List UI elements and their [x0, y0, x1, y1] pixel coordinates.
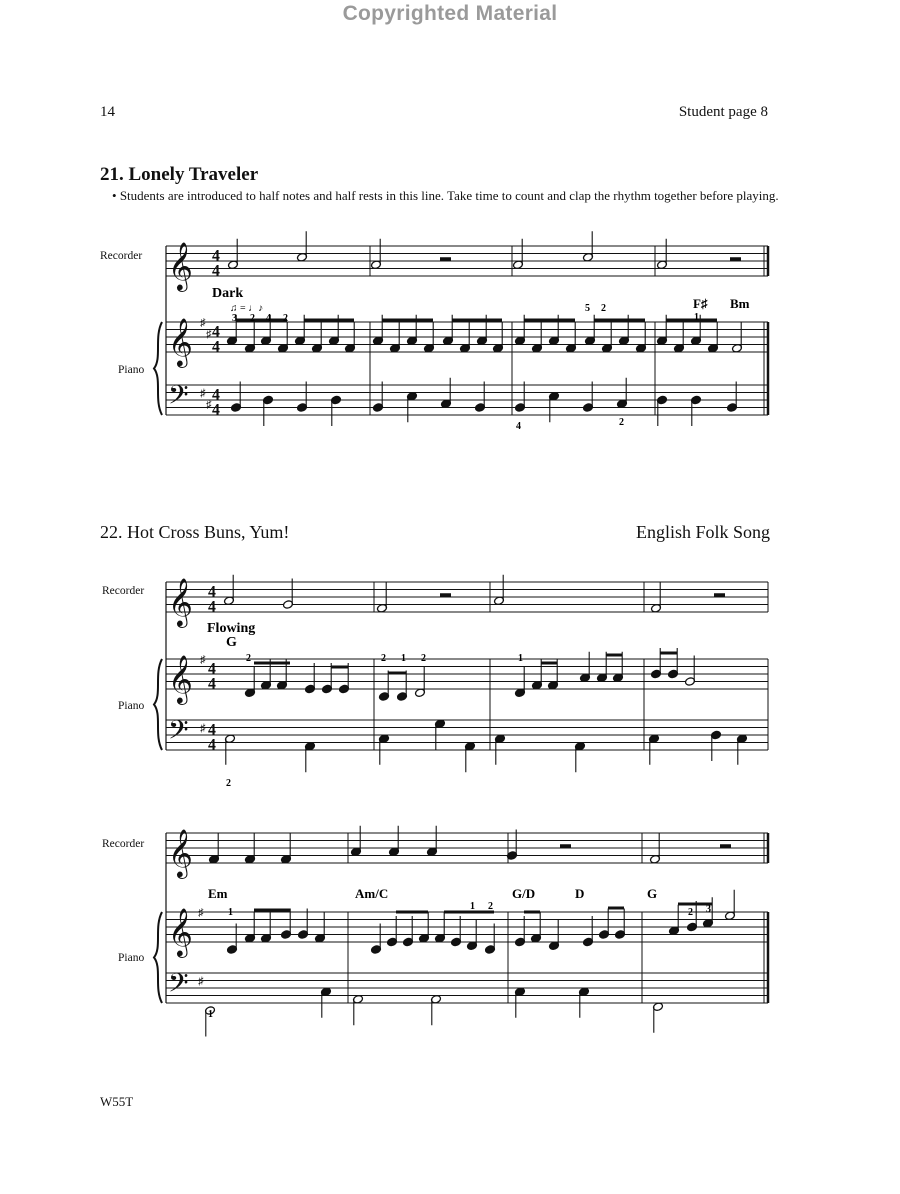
footer-code: W55T [100, 1094, 134, 1109]
fingering: 1 [470, 901, 475, 912]
fingering: 2 [421, 653, 426, 664]
chord-d: D [575, 886, 585, 901]
time-signature: 4 [208, 598, 216, 616]
fingering: 3 [232, 313, 237, 324]
treble-clef: 𝄞 [168, 910, 193, 956]
sharp-icon: ♯ [198, 975, 204, 988]
bass-clef: 𝄢 [168, 380, 189, 416]
fingering: 1 [518, 653, 523, 664]
fingering: 1 [401, 653, 406, 664]
piece-22-title: 22. Hot Cross Buns, Yum! [100, 522, 290, 542]
time-signature: 4 [212, 323, 220, 341]
fingering: 2 [283, 313, 288, 324]
chord-g: G [226, 635, 237, 650]
fingering: 4 [266, 313, 271, 324]
fingering: 2 [688, 907, 693, 918]
sharp-icon: ♯ [206, 328, 212, 341]
piano-label-22a: Piano [118, 700, 145, 712]
half-rest [560, 844, 571, 848]
chord-bm: Bm [730, 296, 750, 311]
fingering: 5 [585, 303, 590, 314]
treble-clef: 𝄞 [168, 831, 193, 877]
recorder-label-22b: Recorder [102, 838, 145, 850]
treble-clef: 𝄞 [168, 580, 193, 626]
fingering: 1 [208, 1009, 213, 1020]
sharp-icon: ♯ [198, 907, 204, 919]
fingering: 3 [706, 904, 711, 915]
treble-clef: 𝄞 [168, 320, 193, 366]
half-rest [440, 257, 451, 261]
chord-amc: Am/C [355, 886, 389, 901]
tempo-dark: Dark [212, 286, 244, 301]
piano-label-22b: Piano [118, 952, 145, 964]
time-signature: 4 [212, 386, 220, 404]
fingering: 2 [250, 313, 255, 324]
time-signature: 4 [208, 721, 216, 739]
brace [154, 659, 162, 750]
sharp-icon: ♯ [200, 722, 206, 735]
chord-fsharp: F♯ [693, 296, 708, 311]
recorder-label-21: Recorder [100, 250, 143, 262]
treble-clef: 𝄞 [168, 244, 193, 290]
fingering: 2 [226, 778, 231, 789]
page-number: 14 [100, 104, 115, 120]
fingering: 4 [516, 421, 521, 432]
student-page-ref: Student page 8 [678, 104, 768, 120]
treble-clef: 𝄞 [168, 657, 193, 703]
half-rest [714, 593, 725, 597]
fingering: 2 [601, 303, 606, 314]
sharp-icon: ♯ [200, 654, 206, 666]
fingering: 2 [619, 417, 624, 428]
piano-label-21: Piano [118, 364, 145, 376]
recorder-label-22a: Recorder [102, 585, 145, 597]
time-signature: 4 [208, 583, 216, 601]
brace [154, 912, 162, 1003]
half-rest [720, 844, 731, 848]
bass-clef: 𝄢 [168, 968, 189, 1004]
piece-21-note: • Students are introduced to half notes and half rests in this line. Take time to count and clap the rhythm together before playing. [112, 188, 779, 203]
fingering: 2 [381, 653, 386, 664]
time-signature: 4 [212, 262, 220, 280]
brace [154, 322, 162, 415]
fingering: 2 [246, 653, 251, 664]
bass-clef: 𝄢 [168, 715, 189, 751]
sharp-icon: ♯ [200, 317, 206, 329]
swing-marking: ♫ = ♩♪ [230, 303, 264, 314]
time-signature: 4 [212, 401, 220, 419]
chord-g2: G [647, 886, 658, 901]
half-rest [730, 257, 741, 261]
half-rest [440, 593, 451, 597]
piece-22-composer: English Folk Song [635, 522, 770, 542]
chord-em: Em [208, 886, 228, 901]
fingering: 1 [228, 907, 233, 918]
sharp-icon: ♯ [200, 387, 206, 400]
fingering: 2 [488, 901, 493, 912]
fingering: 1 [694, 312, 699, 323]
time-signature: 4 [212, 247, 220, 265]
chord-gd: G/D [512, 886, 536, 901]
copyright-watermark: Copyrighted Material [342, 2, 558, 25]
tempo-flowing: Flowing [207, 621, 256, 636]
time-signature: 4 [212, 338, 220, 356]
time-signature: 4 [208, 675, 216, 693]
time-signature: 4 [208, 660, 216, 678]
bullet-icon: • [112, 188, 120, 203]
time-signature: 4 [208, 736, 216, 754]
sharp-icon: ♯ [206, 398, 212, 411]
piece-21-title: 21. Lonely Traveler [100, 164, 259, 185]
